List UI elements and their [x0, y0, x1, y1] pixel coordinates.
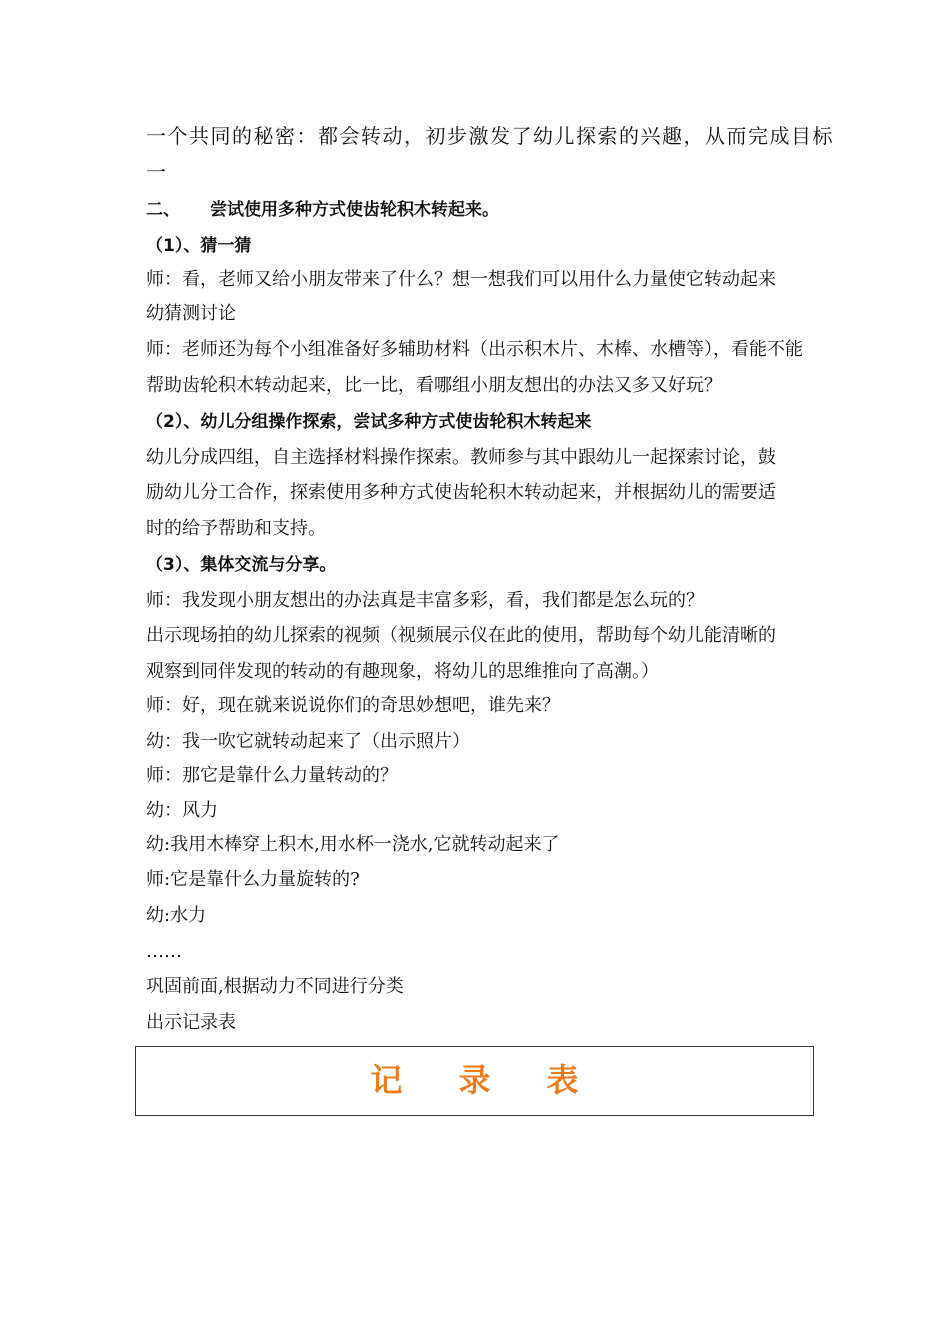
text-line [146, 268, 776, 292]
line-text: 出示记录表 [146, 1012, 236, 1033]
line-text: 师：那它是靠什么力量转动的？ [146, 765, 398, 786]
line-text: 师：好，现在就来说说你们的奇思妙想吧，谁先来？ [146, 695, 560, 716]
text-line [146, 868, 360, 892]
line-text: 巩固前面,根据动力不同进行分类 [146, 976, 404, 997]
line-text: （3）、集体交流与分享。 [146, 555, 337, 575]
text-line [146, 904, 206, 928]
text-line [146, 1011, 236, 1035]
line-text: 时的给予帮助和支持。 [146, 518, 326, 539]
text-line [146, 730, 470, 754]
section-heading [146, 198, 499, 222]
line-text: 尝试使用多种方式使齿轮积木转起来。 [210, 200, 499, 220]
line-text: 师：我发现小朋友想出的办法真是丰富多彩，看，我们都是怎么玩的？ [146, 590, 704, 611]
text-line [146, 481, 776, 505]
section-heading [146, 234, 251, 258]
text-line [146, 338, 803, 362]
line-text: 师：老师还为每个小组准备好多辅助材料（出示积木片、木棒、水槽等），看能不能 [146, 339, 803, 360]
text-line [146, 624, 776, 648]
text-line [146, 799, 218, 823]
text-line [146, 940, 182, 964]
line-text: 幼：我一吹它就转动起来了（出示照片） [146, 731, 470, 752]
text-line [146, 833, 560, 857]
line-text: （2）、幼儿分组操作探索，尝试多种方式使齿轮积木转起来 [146, 412, 592, 432]
record-table-title: 记录表 [370, 1061, 635, 1099]
line-text: 幼：风力 [146, 800, 218, 821]
text-line [146, 975, 404, 999]
text-line [146, 517, 326, 541]
line-text: 师:它是靠什么力量旋转的? [146, 869, 360, 890]
record-table [135, 1046, 814, 1116]
line-text: 师：看，老师又给小朋友带来了什么？想一想我们可以用什么力量使它转动起来 [146, 269, 776, 290]
text-line [146, 694, 560, 718]
section-heading [146, 410, 591, 434]
text-line [146, 374, 722, 398]
text-line [146, 124, 834, 148]
section-heading [146, 553, 336, 577]
line-text: 一个共同的秘密：都会转动，初步激发了幼儿探索的兴趣，从而完成目标 [146, 124, 834, 148]
line-text: 幼猜测讨论 [146, 303, 236, 324]
text-line [146, 160, 168, 184]
line-text: 帮助齿轮积木转动起来，比一比，看哪组小朋友想出的办法又多又好玩？ [146, 375, 722, 396]
line-text: …… [146, 941, 182, 962]
section-number: 二、 [146, 200, 180, 220]
line-text: 出示现场拍的幼儿探索的视频（视频展示仪在此的使用，帮助每个幼儿能清晰的 [146, 625, 776, 646]
line-text: 观察到同伴发现的转动的有趣现象，将幼儿的思维推向了高潮。） [146, 661, 659, 682]
text-line [146, 764, 398, 788]
line-text: （1）、猜一猜 [146, 236, 252, 256]
text-line [146, 302, 236, 326]
text-line [146, 660, 659, 684]
text-line [146, 446, 776, 470]
line-text: 励幼儿分工合作，探索使用多种方式使齿轮积木转动起来，并根据幼儿的需要适 [146, 482, 776, 503]
line-text: 幼:水力 [146, 905, 207, 926]
text-line [146, 589, 704, 613]
line-text: 幼儿分成四组，自主选择材料操作探索。教师参与其中跟幼儿一起探索讨论，鼓 [146, 447, 776, 468]
line-text: 一 [146, 160, 168, 184]
line-text: 幼:我用木棒穿上积木,用水杯一浇水,它就转动起来了 [146, 834, 560, 855]
